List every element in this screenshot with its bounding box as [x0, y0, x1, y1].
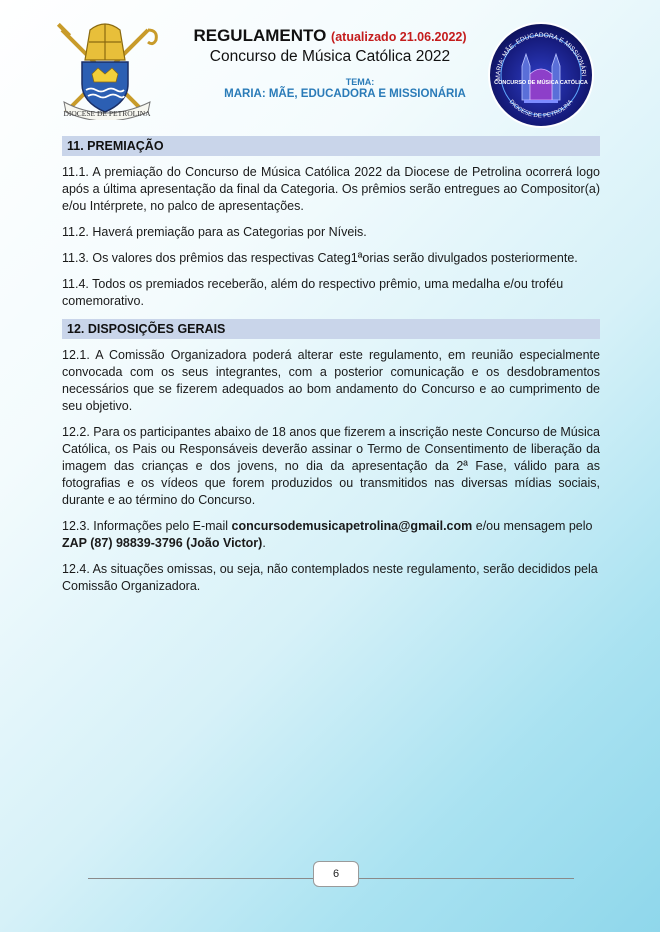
tema-text: MARIA: MÃE, EDUCADORA E MISSIONÁRIA [224, 88, 466, 100]
document-body [62, 136, 600, 604]
contact-zap: ZAP (87) 98839-3796 (João Victor) [62, 536, 263, 550]
coat-of-arms-ribbon-text: DIOCESE DE PETROLINA [63, 109, 151, 118]
emblem-bottom-text: DIOCESE DE PETROLINA [507, 99, 575, 120]
tema-label: TEMA: [345, 77, 375, 87]
title-text: REGULAMENTO [193, 26, 327, 45]
section-heading-premiacao: 11. PREMIAÇÃO [62, 136, 600, 156]
paragraph-12-4: 12.4. As situações omissas, ou seja, não contemplados neste regulamento, serão decididos pela Comissão Organizadora. [62, 562, 598, 593]
update-note: (atualizado 21.06.2022) [331, 30, 467, 44]
contact-email: concursodemusicapetrolina@gmail.com [231, 519, 473, 533]
paragraph-11-1: 11.1. A premiação do Concurso de Música Católica 2022 da Diocese de Petrolina ocorrerá logo após a última apresentação da final da Categoria. Os prêmios serão entregues ao Compositor(a) e/ou Intérprete, no palco de apresentações. [62, 165, 600, 213]
page-number: 6 [313, 861, 359, 887]
section-heading-disposicoes-gerais: 12. DISPOSIÇÕES GERAIS [62, 319, 600, 339]
document-title [170, 26, 490, 46]
header [170, 26, 490, 100]
paragraph-11-4: 11.4. Todos os premiados receberão, além do respectivo prêmio, uma medalha e/ou troféu comemorativo. [62, 277, 564, 308]
document-subtitle: Concurso de Música Católica 2022 [209, 48, 451, 65]
emblem-center-text: CONCURSO DE MÚSICA CATÓLICA [494, 80, 588, 86]
paragraph-11-2: 11.2. Haverá premiação para as Categorias por Níveis. [62, 225, 367, 239]
paragraph-12-3-suffix: . [262, 536, 266, 550]
paragraph-12-1: 12.1. A Comissão Organizadora poderá alterar este regulamento, em reunião especialmente convocada com os seus integrantes, com a posterior comunicação e os desdobramentos necessários que se fizerem adequados ao bom andamento do Concurso e ao cumprimento de seu objetivo. [62, 348, 600, 413]
diocese-coat-of-arms-logo [52, 20, 162, 120]
contest-emblem-logo [486, 20, 596, 130]
emblem-arc-text: MARIA: MÃE, EDUCADORA E MISSIONÁRI [494, 31, 587, 81]
paragraph-12-3 [62, 518, 600, 552]
paragraph-12-2: 12.2. Para os participantes abaixo de 18 anos que fizerem a inscrição neste Concurso de Música Católica, os Pais ou Responsáveis deverão assinar o Termo de Consentimento de liberação da imagem das crianças e dos jovens, no dia da apresentação da 2ª Fase, válido para as fotografias e os vídeos que forem produzidos ou transmitidos nas diversas mídias sociais, durante e ao término do Concurso. [62, 425, 600, 507]
paragraph-11-3: 11.3. Os valores dos prêmios das respectivas Categ1ªorias serão divulgados posteriormente. [62, 251, 578, 265]
paragraph-12-3-prefix: 12.3. Informações pelo E-mail [62, 519, 232, 533]
paragraph-12-3-middle: e/ou mensagem pelo [472, 519, 593, 533]
